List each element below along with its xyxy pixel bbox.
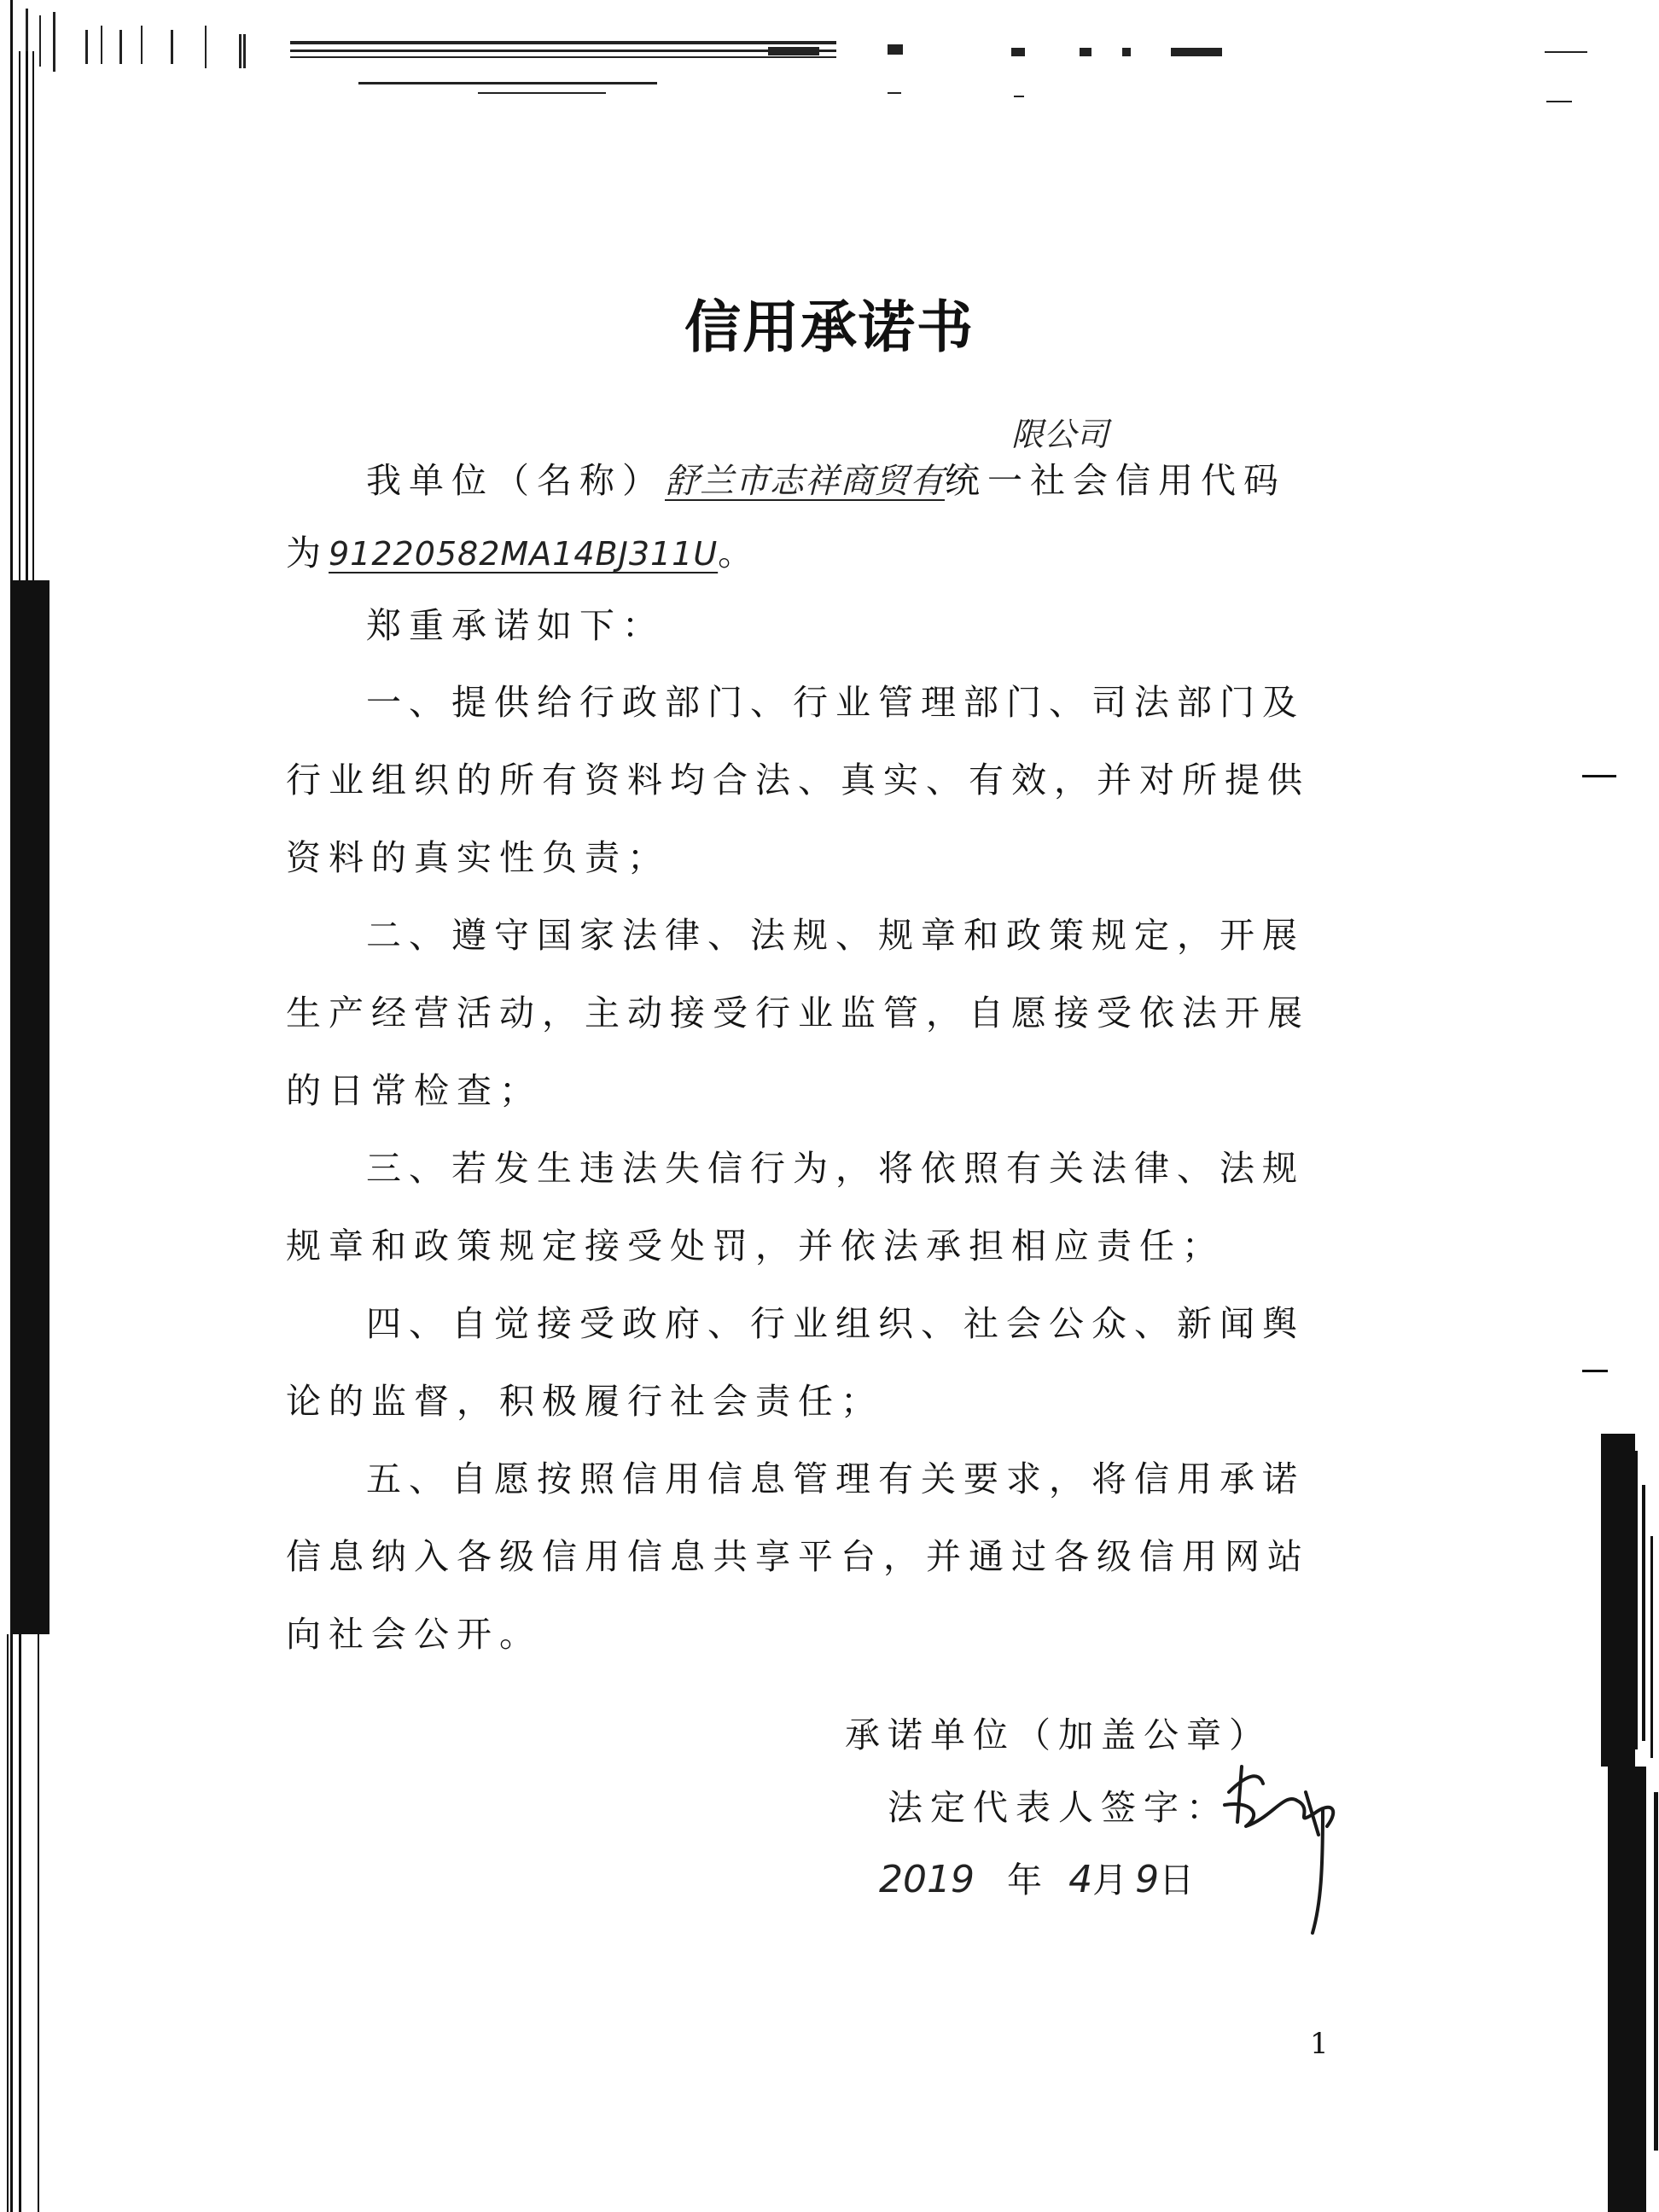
date-month-char: 月	[1092, 1860, 1136, 1901]
commitment-list	[286, 664, 1344, 1674]
date-day-char: 日	[1159, 1860, 1202, 1901]
lead-text: 郑重承诺如下：	[366, 605, 665, 646]
date-year: 2019	[879, 1858, 975, 1901]
intro-suffix: 统一社会信用代码	[945, 460, 1286, 501]
intro-line-1	[286, 452, 1286, 503]
commitment-item: 四、自觉接受政府、行业组织、社会公众、新闻舆论的监督，积极履行社会责任；	[286, 1303, 1305, 1422]
date-month: 4	[1068, 1858, 1093, 1901]
legal-rep-label: 法定代表人签字：	[888, 1787, 1229, 1828]
code-suffix: 。	[718, 533, 761, 573]
commitment-item: 五、自愿按照信用信息管理有关要求，将信用承诺信息纳入各级信用信息共享平台，并通过各级信用网站向社会公开。	[286, 1458, 1310, 1655]
credit-code-handwritten: 91220582MA14BJ311U	[329, 535, 719, 573]
intro-line-2	[286, 525, 760, 575]
page-number: 1	[1310, 2027, 1329, 2061]
company-name-correction: 限公司	[1011, 416, 1109, 453]
handwritten-signature	[1212, 1741, 1348, 1937]
commitment-unit-label: 承诺单位（加盖公章）	[845, 1714, 1272, 1755]
code-prefix: 为	[286, 533, 329, 573]
commitment-item: 三、若发生违法失信行为，将依照有关法律、法规规章和政策规定接受处罚，并依法承担相应责任；	[286, 1148, 1305, 1266]
date-day: 9	[1135, 1858, 1160, 1901]
commitment-item: 一、提供给行政部门、行业管理部门、司法部门及行业组织的所有资料均合法、真实、有效，并对所提供资料的真实性负责；	[286, 682, 1310, 878]
commitment-item: 二、遵守国家法律、法规、规章和政策规定，开展生产经营活动，主动接受行业监管，自愿接受依法开展的日常检查；	[286, 915, 1310, 1111]
date-year-char: 年	[1007, 1860, 1051, 1901]
intro-prefix: 我单位（名称）	[366, 460, 665, 501]
signature-date	[879, 1852, 1202, 1902]
scan-artifact-top	[0, 0, 1659, 111]
document-title: 信用承诺书	[684, 294, 975, 360]
company-name-handwritten: 舒兰市志祥商贸有	[665, 462, 945, 501]
